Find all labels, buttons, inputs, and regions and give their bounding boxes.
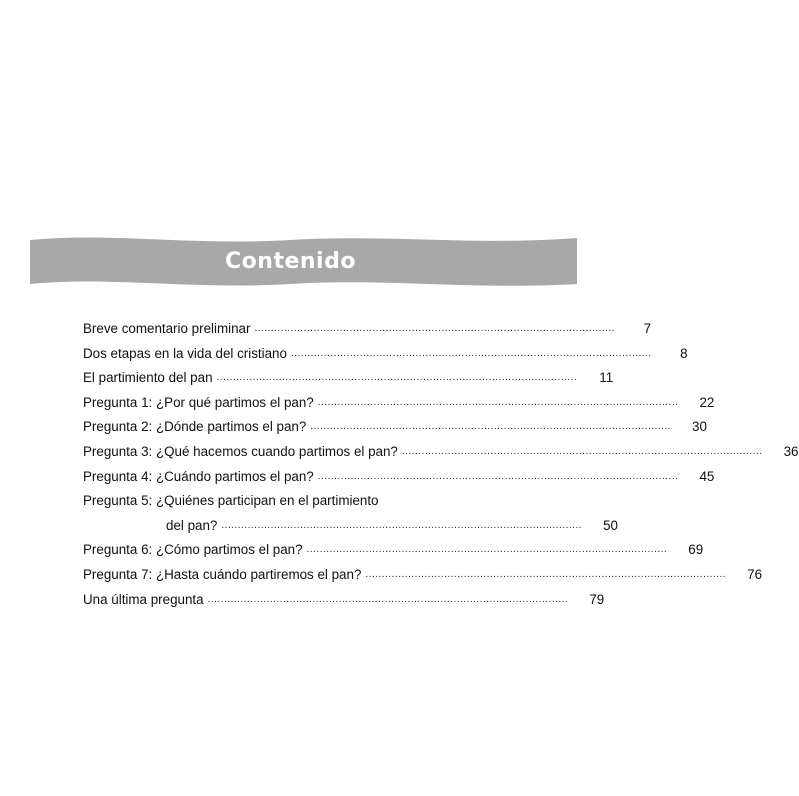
toc-entry[interactable] bbox=[83, 415, 707, 440]
toc-page-number: 11 bbox=[599, 370, 614, 386]
section-banner bbox=[0, 232, 577, 290]
toc-entry-label: Una última pregunta bbox=[83, 591, 204, 607]
toc-entry[interactable] bbox=[83, 440, 799, 465]
toc-entry-label: Pregunta 4: ¿Cuándo partimos el pan? bbox=[83, 468, 314, 484]
toc-entry[interactable] bbox=[83, 588, 605, 613]
toc-entry-continuation[interactable] bbox=[83, 514, 619, 539]
toc-page-number: 45 bbox=[699, 468, 715, 484]
toc-entry-label: Pregunta 3: ¿Qué hacemos cuando partimos el pan? bbox=[83, 443, 398, 459]
toc-dot-leader: .............................................................................................................. bbox=[216, 372, 578, 384]
toc-entry[interactable] bbox=[83, 465, 715, 490]
toc-dot-leader: .............................................................................................................. bbox=[221, 519, 583, 531]
toc-page-number: 50 bbox=[603, 517, 619, 533]
toc-entry-label: Dos etapas en la vida del cristiano bbox=[83, 345, 287, 361]
toc-entry[interactable] bbox=[83, 538, 704, 563]
toc-entry[interactable] bbox=[83, 317, 652, 342]
toc-page-number: 76 bbox=[747, 566, 763, 582]
toc-entry-label: Pregunta 7: ¿Hasta cuándo partiremos el pan? bbox=[83, 566, 362, 582]
toc-entry-label: Pregunta 1: ¿Por qué partimos el pan? bbox=[83, 394, 314, 410]
toc-entry[interactable] bbox=[83, 391, 715, 416]
page-title: Contenido bbox=[225, 249, 356, 274]
toc-dot-leader: .............................................................................................................. bbox=[401, 445, 763, 457]
toc-page-number: 69 bbox=[688, 542, 704, 558]
toc-entry[interactable] bbox=[83, 366, 614, 391]
toc-entry[interactable] bbox=[83, 489, 497, 514]
toc-page-number: 79 bbox=[589, 591, 605, 607]
toc-dot-leader: .............................................................................................................. bbox=[207, 593, 569, 605]
toc-dot-leader: .............................................................................................................. bbox=[365, 568, 727, 580]
toc-page-number: 30 bbox=[692, 419, 707, 435]
toc-page-number: 36 bbox=[783, 443, 799, 459]
toc-entry-label: El partimiento del pan bbox=[83, 370, 213, 386]
toc-entry-label-continued: del pan? bbox=[166, 517, 218, 533]
toc-dot-leader: .............................................................................................................. bbox=[290, 347, 652, 359]
toc-page-number: 7 bbox=[643, 321, 652, 336]
toc-entry-label: Pregunta 6: ¿Cómo partimos el pan? bbox=[83, 542, 303, 558]
toc-entry-label: Breve comentario preliminar bbox=[83, 321, 251, 336]
toc-entry[interactable] bbox=[83, 342, 688, 367]
toc-entry-label: Pregunta 2: ¿Dónde partimos el pan? bbox=[83, 419, 307, 435]
table-of-contents bbox=[83, 317, 799, 612]
toc-dot-leader: .............................................................................................................. bbox=[254, 323, 616, 334]
toc-page-number: 8 bbox=[680, 345, 688, 361]
toc-dot-leader: .............................................................................................................. bbox=[310, 421, 671, 433]
toc-entry-label: Pregunta 5: ¿Quiénes participan en el partimiento bbox=[83, 493, 379, 509]
toc-page-number: 22 bbox=[699, 394, 715, 410]
toc-dot-leader: .............................................................................................................. bbox=[317, 470, 679, 482]
toc-entry[interactable] bbox=[83, 563, 763, 588]
toc-dot-leader: .............................................................................................................. bbox=[306, 544, 668, 556]
toc-dot-leader: .............................................................................................................. bbox=[317, 396, 679, 408]
